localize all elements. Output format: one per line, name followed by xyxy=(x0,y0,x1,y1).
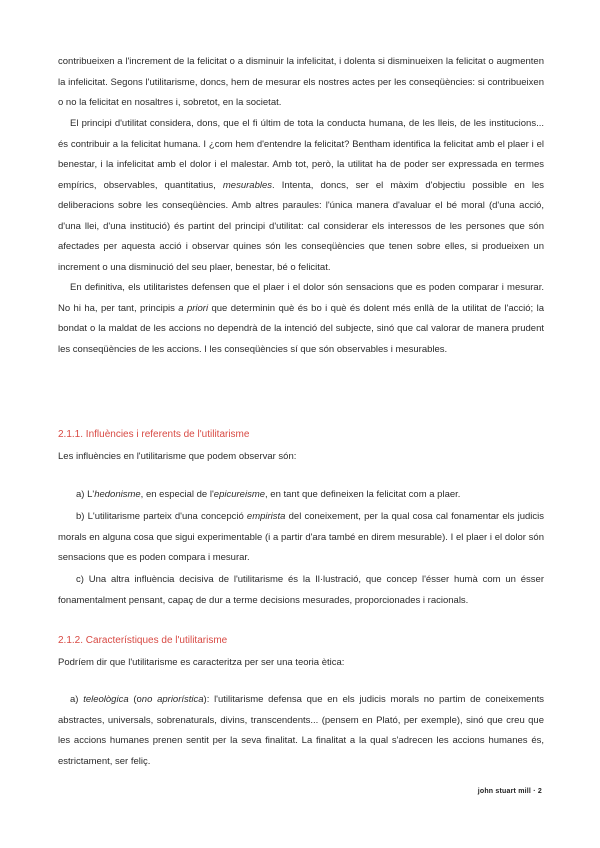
paragraph-consequences: contribueixen a l'increment de la felicitat o a disminuir la infelicitat, i dolenta si disminueixen la felicitat o augmenten la infelicitat. Segons l'utilitarisme, doncs, hem de mesurar els nostres actes per les conseqüències: si contribueixen o no la felicitat en nosaltres i, sobretot, en la societat. xyxy=(58,56,544,108)
p3-emphasis: a priori xyxy=(178,302,209,314)
item-b-emphasis: empirista xyxy=(246,511,286,522)
item-b-prefix: b) L'utilitarisme parteix d'una concepció xyxy=(76,511,244,522)
char-a-prefix: a) xyxy=(70,694,79,705)
item-a-prefix: a) L' xyxy=(76,489,95,500)
p2-text-a: El principi d'utilitat considera, dons, que el fi últim de tota la conducta humana, de les lleis, de les institucions... és contribuir a la felicitat humana. I ¿com hem d'entendre la felicitat? Bentham identifica la felicitat amb el plaer i el benestar, i la infelicitat amb el dolor i el malestar. Amb tot, però, la utilitat ha de poder ser expressada en termes empírics, observables, quantitatius, xyxy=(58,118,544,191)
paragraph-principle-of-utility xyxy=(58,114,544,278)
influence-item-b xyxy=(58,507,544,569)
influences-intro: Les influències en l'utilitarisme que podem observar són: xyxy=(58,451,297,462)
influence-item-a xyxy=(58,485,544,506)
char-a-emphasis-2: no apriorística xyxy=(141,694,204,705)
p3-text-a: En definitiva, els utilitaristes defensen que el plaer i el dolor són sensacions que es poden comparar i mesurar. No hi ha, per tant, principis xyxy=(58,282,544,314)
p2-emphasis: mesurables xyxy=(222,179,272,191)
page-footer: john stuart mill · 2 xyxy=(477,788,542,795)
item-b-suffix: del coneixement, per la qual cosa cal fonamentar els judicis morals en alguna cosa que sigui experimentable (i a partir d'ara també en direm mesurable). I el plaer i el dolor són sensacions que es poden compara i mesurar. xyxy=(58,511,545,563)
char-a-emphasis-1: teleològica xyxy=(83,694,129,705)
item-a-emphasis-2: epicureisme xyxy=(213,489,266,500)
char-a-suffix: ): l'utilitarisme defensa que en els judicis morals no partim de coneixements abstractes, universals, sobrenaturals, divins, transcendents... (pensem en Plató, per exemple), sinó que creu que les accions humanes prenen sentit per la seva finalitat. La finalitat a la qual s'adrecen les accions humanes és, estrictament, ser feliç. xyxy=(58,694,545,767)
paragraph-conclusion xyxy=(58,278,544,360)
section-heading-characteristics: 2.1.2. Característiques de l'utilitarisme xyxy=(58,635,228,646)
item-a-middle: , en especial de l' xyxy=(140,489,214,500)
char-a-middle: (o xyxy=(133,694,142,705)
p3-text-b: que determinin què és bo i què és dolent més enllà de la utilitat de l'acció; la bondat o la maldat de les accions no dependrà de la intenció del subjecte, sinó que cal valorar de manera prudent les conseqüències de les accions. I les conseqüències sí que són observables i mesurables. xyxy=(58,302,544,355)
p2-text-b: . Intenta, doncs, ser el màxim d'objectiu possible en les deliberacions sobre les conseqüències. Amb altres paraules: l'única manera d'avaluar el bé moral (d'una acció, d'una llei, d'una institució) és partint del principi d'utilitat: cal considerar els interessos de les persones que són afectades per aquesta acció i observar quines són les conseqüències que tenen sobre elles, si produeixen un increment o una disminució del seu plaer, benestar, bé o felicitat. xyxy=(58,179,545,273)
characteristics-intro: Podríem dir que l'utilitarisme es caracteritza per ser una teoria ètica: xyxy=(58,657,345,668)
item-a-suffix: , en tant que defineixen la felicitat com a plaer. xyxy=(265,489,461,500)
characteristic-item-a xyxy=(58,690,544,772)
influence-item-c: c) Una altra influència decisiva de l'utilitarisme és la Il·lustració, que concep l'ésser humà com un ésser fonamentalment pensant, capaç de dur a terme decisions mesurades, proporcionades i racionals. xyxy=(58,574,544,606)
section-heading-influences: 2.1.1. Influències i referents de l'utilitarisme xyxy=(58,429,250,440)
item-a-emphasis-1: hedonisme xyxy=(94,489,141,500)
